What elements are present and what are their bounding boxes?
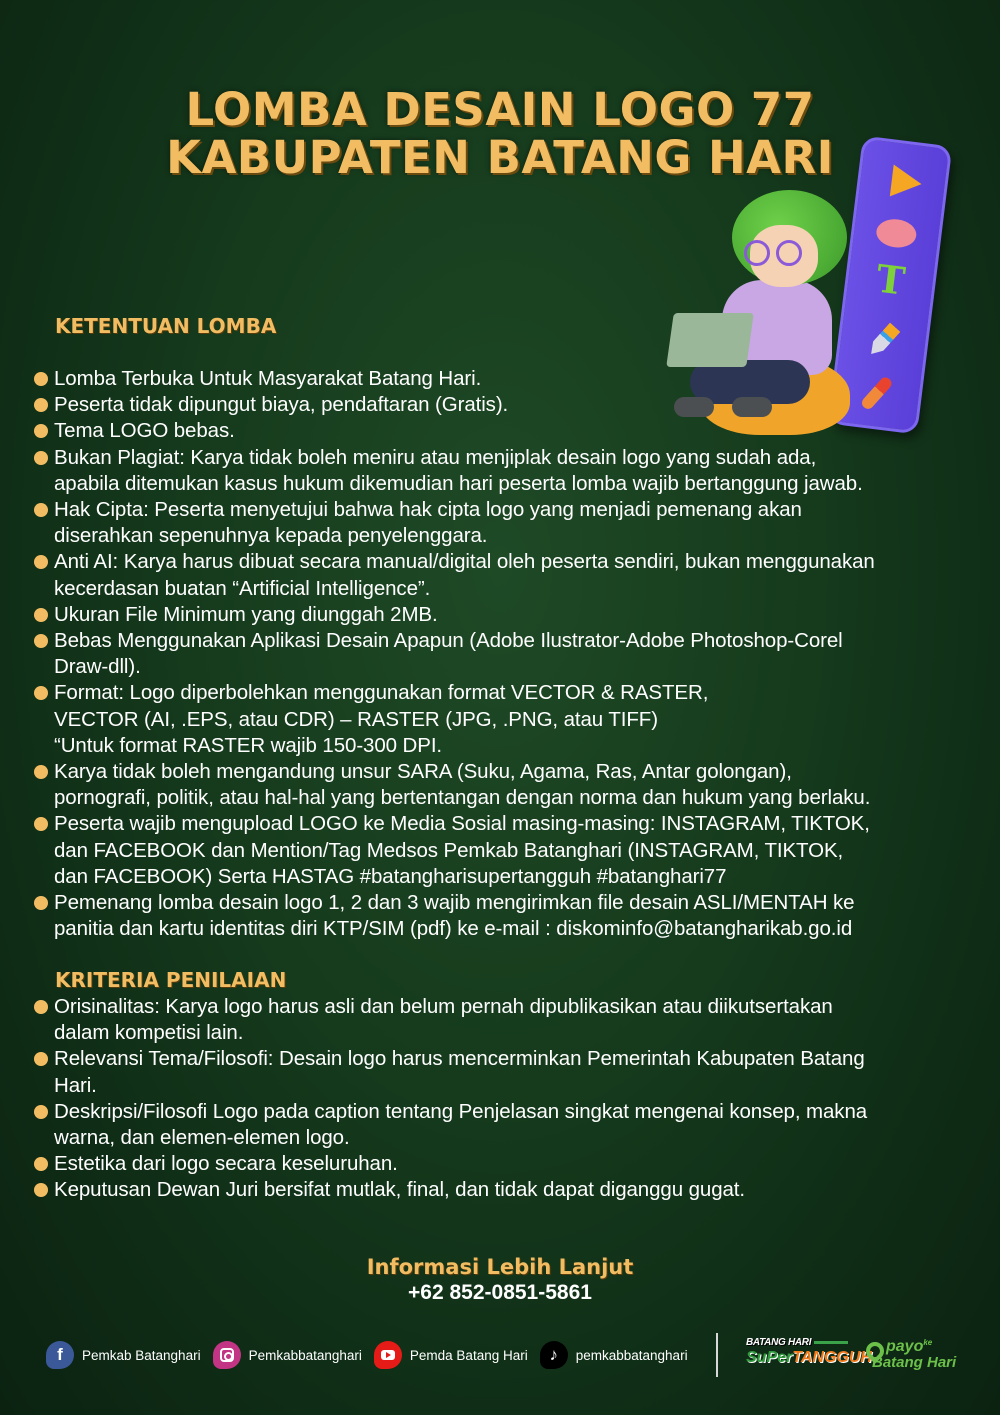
bullet-icon: [34, 686, 48, 700]
ketentuan-list: [34, 366, 964, 942]
instagram-icon: [213, 1341, 241, 1369]
social-label: Pemkabbatanghari: [248, 1347, 362, 1363]
bullet-icon: [34, 1105, 48, 1119]
list-item: Hak Cipta: Peserta menyetujui bahwa hak cipta logo yang menjadi pemenang akan diserahkan sepenuhnya kepada penyelenggara.: [34, 497, 964, 549]
list-item: Tema LOGO bebas.: [34, 418, 964, 444]
bullet-icon: [34, 555, 48, 569]
title-line-1: LOMBA DESAIN LOGO 77: [185, 83, 815, 136]
list-item: Peserta wajib mengupload LOGO ke Media Sosial masing-masing: INSTAGRAM, TIKTOK, dan FACEBOOK dan Mention/Tag Medsos Pemkab Batanghari (INSTAGRAM, TIKTOK, dan FACEBOOK) Serta HASTAG #batangharisupertangguh #batanghari77: [34, 811, 964, 890]
play-arrow-icon: [890, 165, 924, 200]
list-item: Karya tidak boleh mengandung unsur SARA (Suku, Agama, Ras, Antar golongan), pornografi, politik, atau hal-hal yang bertentangan dengan norma dan hukum yang berlaku.: [34, 759, 964, 811]
youtube-icon: [374, 1341, 402, 1369]
ketentuan-heading: KETENTUAN LOMBA: [55, 314, 277, 338]
bullet-icon: [34, 424, 48, 438]
brand-super-green: SuPer: [746, 1349, 793, 1366]
list-item: Estetika dari logo secara keseluruhan.: [34, 1151, 964, 1177]
bullet-icon: [34, 608, 48, 622]
list-item: Format: Logo diperbolehkan menggunakan format VECTOR & RASTER, VECTOR (AI, .EPS, atau CDR) – RASTER (JPG, .PNG, atau TIFF) “Untuk format RASTER wajib 150-300 DPI.: [34, 680, 964, 759]
bullet-icon: [34, 1157, 48, 1171]
social-label: Pemkab Batanghari: [82, 1347, 201, 1363]
list-item: Relevansi Tema/Filosofi: Desain logo harus mencerminkan Pemerintah Kabupaten Batang Hari.: [34, 1046, 964, 1098]
bullet-icon: [34, 1052, 48, 1066]
brand-payo-line1: payo: [886, 1338, 924, 1355]
bullet-icon: [34, 765, 48, 779]
title-line-2: KABUPATEN BATANG HARI: [166, 131, 834, 184]
kriteria-list: [34, 994, 964, 1204]
batang-hari-super-tangguh-logo: [746, 1337, 872, 1374]
pen-tool-icon: [866, 323, 900, 359]
brand-payo-line2: Batang Hari: [872, 1354, 957, 1371]
social-tiktok[interactable]: [540, 1341, 688, 1369]
payo-ke-batang-hari-logo: [866, 1339, 966, 1373]
contact-info: [0, 1254, 1000, 1306]
bullet-icon: [34, 372, 48, 386]
glasses-right: [776, 240, 802, 266]
text-tool-icon: T: [873, 255, 908, 304]
list-item: Bukan Plagiat: Karya tidak boleh meniru atau menjiplak desain logo yang sudah ada, apabila ditemukan kasus hukum dikemudian hari peserta lomba wajib bertanggung jawab.: [34, 445, 964, 497]
social-youtube[interactable]: [374, 1341, 528, 1369]
list-item: Keputusan Dewan Juri bersifat mutlak, final, dan tidak dapat diganggu gugat.: [34, 1177, 964, 1203]
list-item: Orisinalitas: Karya logo harus asli dan belum pernah dipublikasikan atau diikutsertakan dalam kompetisi lain.: [34, 994, 964, 1046]
bullet-icon: [34, 817, 48, 831]
bullet-icon: [34, 896, 48, 910]
tiktok-icon: ♪: [540, 1341, 568, 1369]
phone-number: +62 852-0851-5861: [408, 1281, 592, 1304]
bullet-icon: [34, 1000, 48, 1014]
list-item: Bebas Menggunakan Aplikasi Desain Apapun (Adobe Ilustrator-Adobe Photoshop-Corel Draw-dll).: [34, 628, 964, 680]
bullet-icon: [34, 634, 48, 648]
glasses-left: [744, 240, 770, 266]
facebook-icon: f: [46, 1341, 74, 1369]
footer-divider: [716, 1333, 718, 1377]
social-label: pemkabbatanghari: [575, 1347, 688, 1363]
info-title: Informasi Lebih Lanjut: [366, 1255, 634, 1279]
list-item: Peserta tidak dipungut biaya, pendaftaran (Gratis).: [34, 392, 964, 418]
brand-super-orange: TANGGUH: [792, 1349, 872, 1366]
social-instagram[interactable]: [213, 1341, 362, 1369]
list-item: Deskripsi/Filosofi Logo pada caption tentang Penjelasan singkat mengenai konsep, makna warna, dan elemen-elemen logo.: [34, 1099, 964, 1151]
bullet-icon: [34, 451, 48, 465]
kriteria-heading: KRITERIA PENILAIAN: [55, 968, 287, 992]
bullet-icon: [34, 398, 48, 412]
social-facebook[interactable]: [46, 1341, 201, 1369]
brand-payo-ke: ke: [923, 1338, 933, 1347]
social-label: Pemda Batang Hari: [409, 1347, 528, 1363]
ellipse-shape-icon: [875, 217, 918, 250]
list-item: Anti AI: Karya harus dibuat secara manual/digital oleh peserta sendiri, bukan menggunakan kecerdasan buatan “Artificial Intelligence”.: [34, 549, 964, 601]
list-item: Pemenang lomba desain logo 1, 2 dan 3 wajib mengirimkan file desain ASLI/MENTAH ke panitia dan kartu identitas diri KTP/SIM (pdf) ke e-mail : diskominfo@batangharikab.go.id: [34, 890, 964, 942]
laptop: [666, 313, 754, 367]
bullet-icon: [34, 503, 48, 517]
list-item: Ukuran File Minimum yang diunggah 2MB.: [34, 602, 964, 628]
list-item: Lomba Terbuka Untuk Masyarakat Batang Hari.: [34, 366, 964, 392]
social-footer: [46, 1340, 700, 1370]
brand-super-line1: BATANG HARI: [746, 1337, 812, 1348]
bullet-icon: [34, 1183, 48, 1197]
